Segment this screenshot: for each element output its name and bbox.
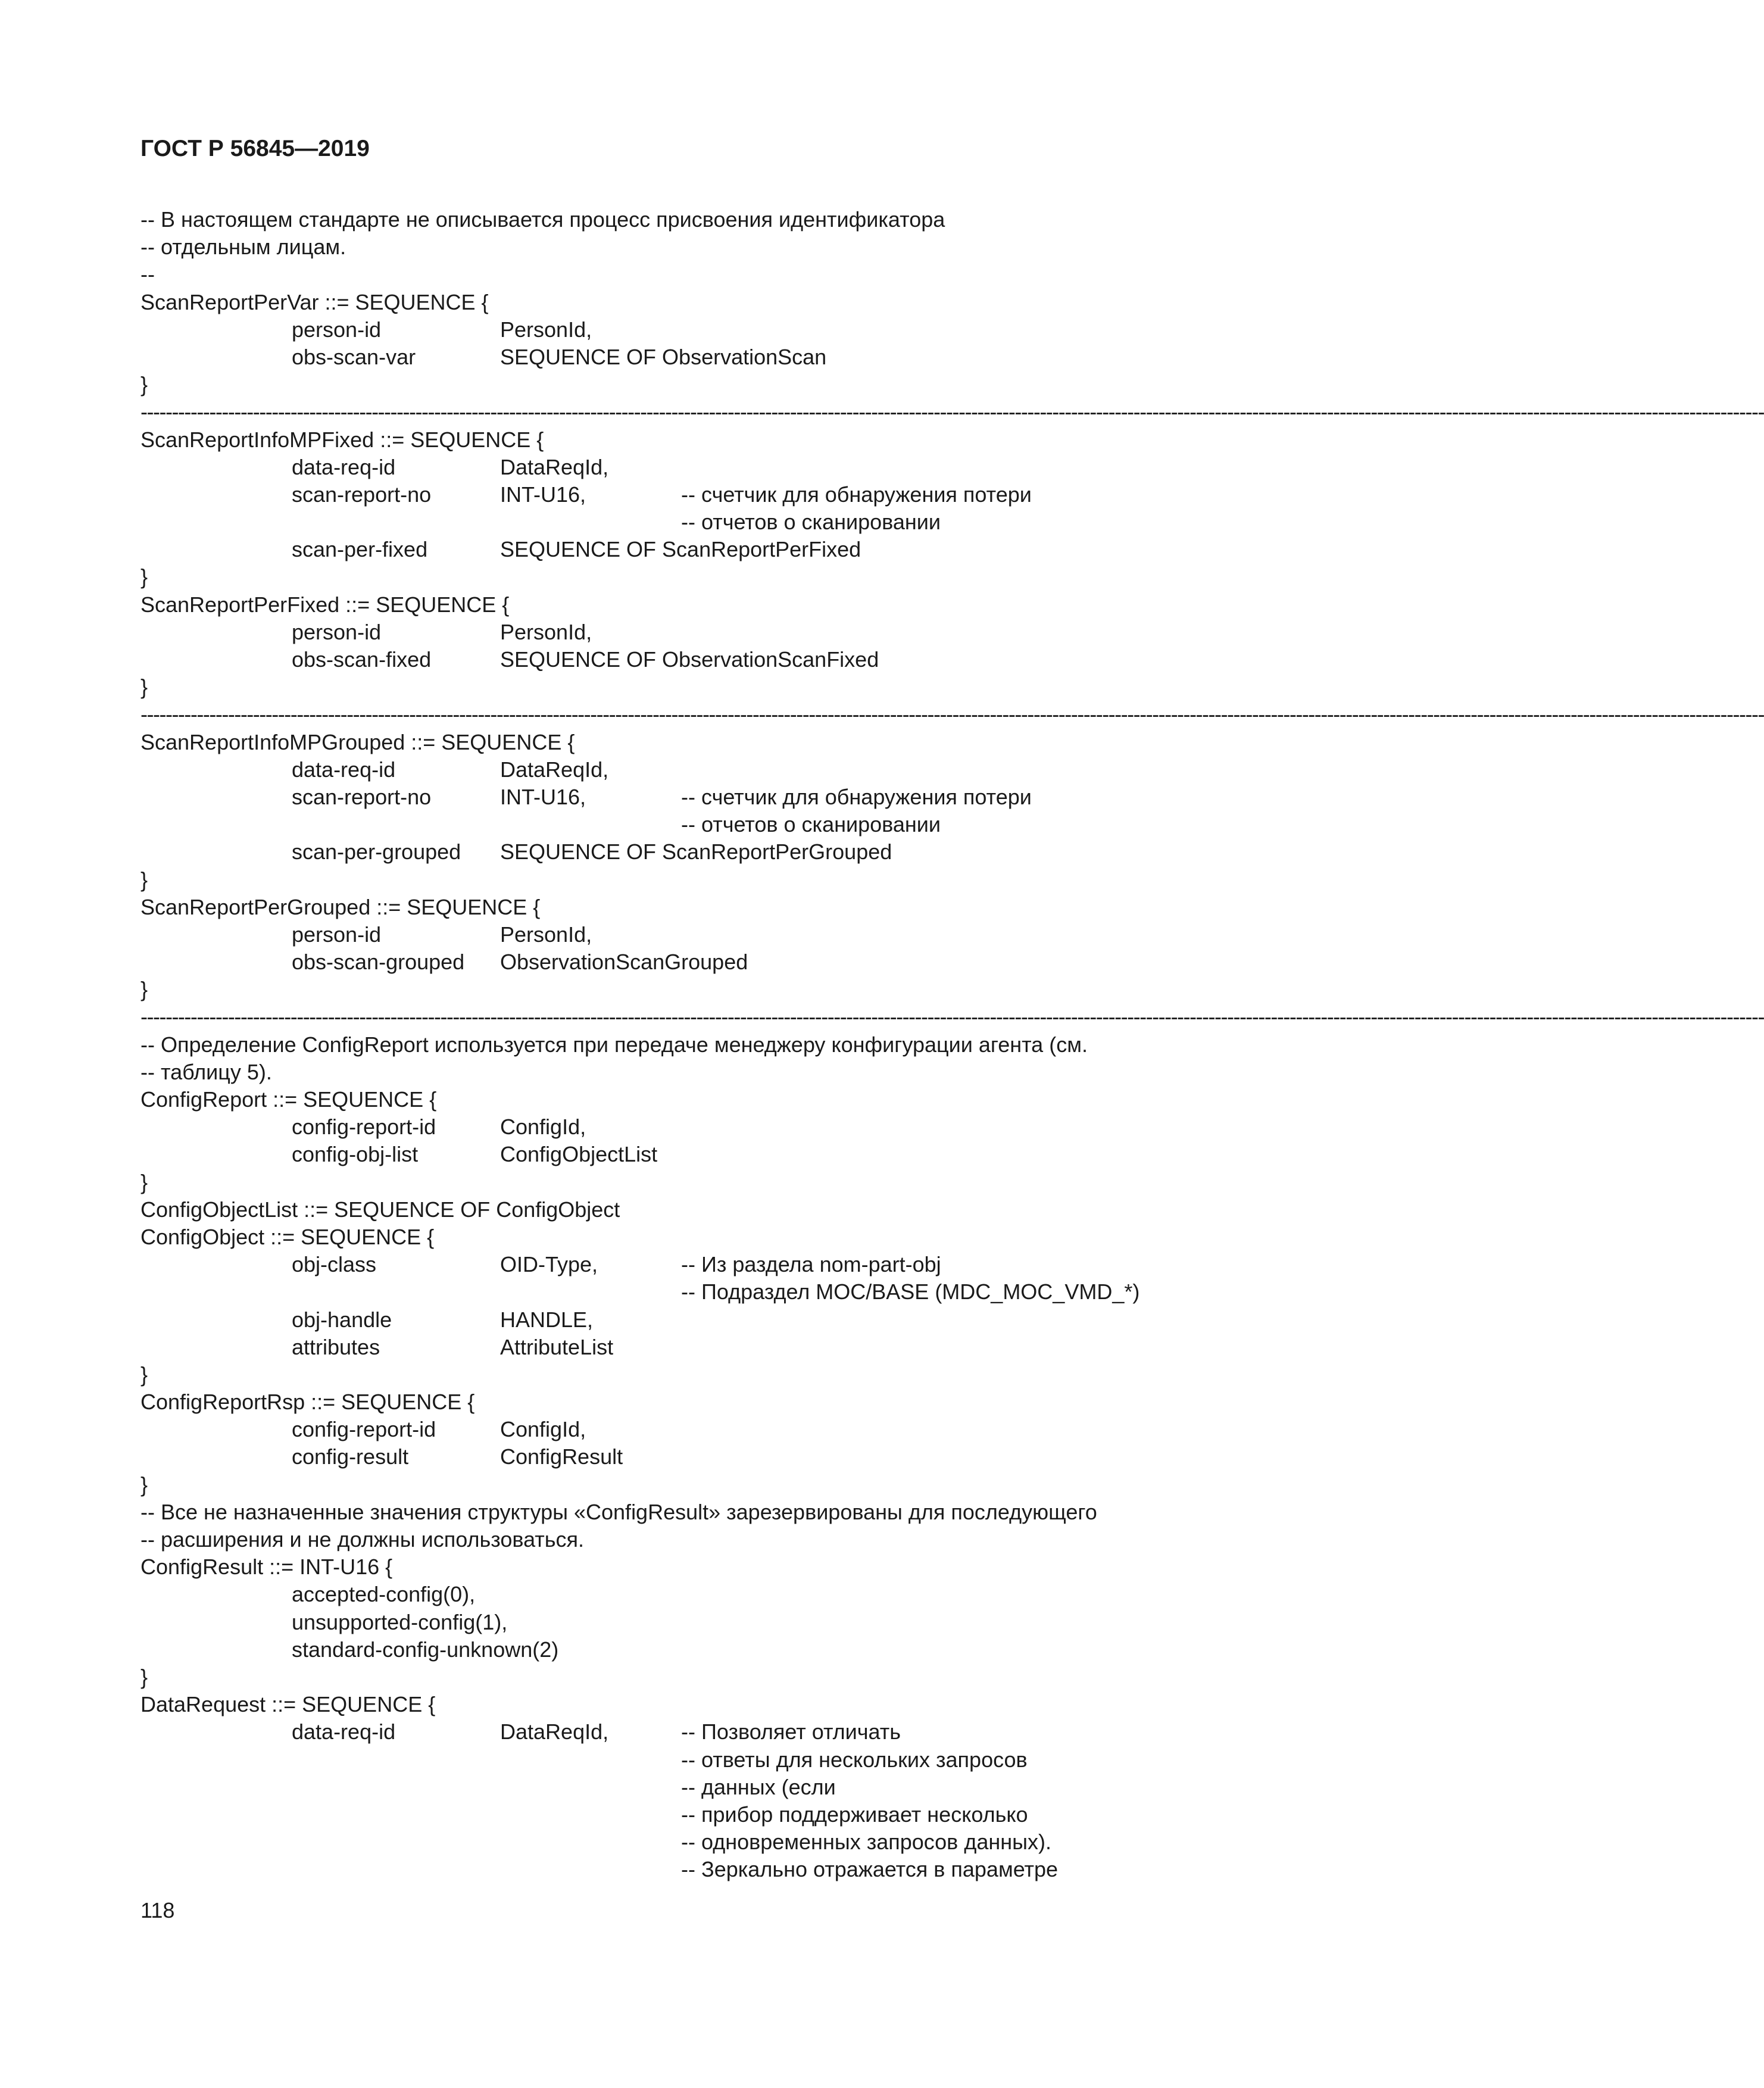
line-c1: obj-class: [292, 1252, 377, 1277]
line-c2: INT-U16,: [500, 482, 586, 507]
line-c0: -- Определение ConfigReport используется при передаче менеджеру конфигурации агента (см.: [141, 1032, 1088, 1057]
code-line: [141, 948, 1340, 976]
line-c1: obs-scan-fixed: [292, 647, 432, 672]
line-c2: INT-U16,: [500, 784, 586, 809]
line-c3: -- прибор поддерживает несколько: [681, 1802, 1028, 1827]
code-line: [141, 1086, 1340, 1113]
line-c0: }: [141, 977, 148, 1002]
line-c2: SEQUENCE OF ObservationScan: [500, 344, 827, 369]
code-line: [141, 1031, 1340, 1059]
code-line: [141, 536, 1340, 563]
line-c0: ConfigReport ::= SEQUENCE {: [141, 1087, 437, 1112]
line-c3: -- Из раздела nom-part-obj: [681, 1252, 941, 1277]
line-c0: ConfigObject ::= SEQUENCE {: [141, 1224, 435, 1249]
line-c2: ConfigId,: [500, 1115, 586, 1140]
line-c3: -- данных (если: [681, 1774, 836, 1799]
code-line: [141, 1856, 1340, 1883]
code-line: [141, 233, 1340, 261]
line-c0: ScanReportPerGrouped ::= SEQUENCE {: [141, 894, 541, 919]
line-c3: -- отчетов о сканировании: [681, 510, 941, 535]
code-line: [141, 1774, 1340, 1801]
code-line: [141, 1828, 1340, 1856]
line-c0: ScanReportPerFixed ::= SEQUENCE {: [141, 592, 510, 617]
line-c2: OID-Type,: [500, 1252, 598, 1277]
code-line: [141, 1526, 1340, 1553]
separator-line: [141, 398, 1764, 426]
line-c2: DataReqId,: [500, 1719, 609, 1744]
line-c1: standard-config-unknown(2): [292, 1637, 559, 1662]
line-c3: -- Зеркально отражается в параметре: [681, 1857, 1059, 1882]
code-line: [141, 481, 1340, 508]
code-line: [141, 1636, 1340, 1663]
separator-line: [141, 701, 1764, 728]
line-c0: -- отдельным лицам.: [141, 235, 346, 260]
code-line: [141, 289, 1340, 316]
line-c1: data-req-id: [292, 454, 396, 479]
code-line: [141, 1251, 1340, 1278]
line-c0: ScanReportInfoMPFixed ::= SEQUENCE {: [141, 427, 544, 452]
code-line: [141, 673, 1340, 701]
line-c0: }: [141, 1362, 148, 1387]
line-c2: PersonId,: [500, 317, 592, 342]
line-c1: scan-per-grouped: [292, 839, 461, 864]
code-line: [141, 1416, 1340, 1443]
line-c1: config-obj-list: [292, 1142, 419, 1167]
line-c2: ObservationScanGrouped: [500, 950, 748, 975]
line-c0: }: [141, 372, 148, 397]
code-line: [141, 976, 1340, 1003]
line-c2: DataReqId,: [500, 757, 609, 782]
line-c2: AttributeList: [500, 1334, 614, 1359]
line-c0: --: [141, 262, 155, 287]
code-line: [141, 1306, 1340, 1334]
line-c1: scan-per-fixed: [292, 537, 428, 562]
code-line: [141, 1663, 1340, 1691]
line-c1: person-id: [292, 317, 382, 342]
line-c0: }: [141, 675, 148, 700]
line-c1: config-result: [292, 1444, 409, 1469]
code-line: [141, 1278, 1340, 1306]
line-c1: scan-report-no: [292, 784, 432, 809]
line-c3: -- Подраздел MOC/BASE (MDC_MOC_VMD_*): [681, 1279, 1140, 1304]
line-c3: -- Позволяет отличать: [681, 1719, 901, 1744]
line-c0: -- расширения и не должны использоваться.: [141, 1527, 585, 1552]
code-line: [141, 756, 1340, 784]
separator-dashes: --------------------------------------------------------------------------------------------------------------------------------------------------------------------------------------------------------------------------------------------------------------------: [141, 400, 1764, 425]
code-line: [141, 619, 1340, 646]
page-number: 118: [141, 1898, 175, 1922]
code-line: [141, 921, 1340, 948]
code-line: [141, 1334, 1340, 1361]
code-line: [141, 206, 1340, 233]
line-c1: person-id: [292, 922, 382, 947]
line-c1: obs-scan-var: [292, 344, 416, 369]
code-line: [141, 729, 1340, 756]
code-line: [141, 1224, 1340, 1251]
line-c2: HANDLE,: [500, 1307, 594, 1332]
line-c1: obj-handle: [292, 1307, 392, 1332]
code-line: [141, 1609, 1340, 1636]
line-c2: PersonId,: [500, 922, 592, 947]
line-c0: ScanReportInfoMPGrouped ::= SEQUENCE {: [141, 729, 575, 754]
code-line: [141, 261, 1340, 288]
line-c2: SEQUENCE OF ScanReportPerFixed: [500, 537, 861, 562]
code-line: [141, 1361, 1340, 1388]
code-line: [141, 1471, 1340, 1499]
line-c1: unsupported-config(1),: [292, 1609, 508, 1634]
line-c3: -- отчетов о сканировании: [681, 812, 941, 837]
code-line: [141, 1746, 1340, 1774]
line-c1: config-report-id: [292, 1417, 436, 1442]
line-c0: -- Все не назначенные значения структуры «ConfigResult» зарезервированы для последующего: [141, 1499, 1097, 1524]
code-line: [141, 1059, 1340, 1086]
code-line: [141, 1169, 1340, 1196]
code-line: [141, 344, 1340, 371]
code-line: [141, 838, 1340, 866]
code-line: [141, 894, 1340, 921]
document-header: ГОСТ Р 56845—2019: [141, 136, 370, 161]
line-c3: -- счетчик для обнаружения потери: [681, 784, 1032, 809]
line-c1: scan-report-no: [292, 482, 432, 507]
line-c0: }: [141, 1472, 148, 1497]
line-c0: ConfigObjectList ::= SEQUENCE OF ConfigObject: [141, 1197, 620, 1222]
line-c0: }: [141, 867, 148, 892]
line-c0: }: [141, 1664, 148, 1689]
line-c1: obs-scan-grouped: [292, 950, 465, 975]
line-c3: -- одновременных запросов данных).: [681, 1830, 1051, 1855]
code-line: [141, 508, 1340, 536]
line-c2: ConfigObjectList: [500, 1142, 658, 1167]
line-c0: ScanReportPerVar ::= SEQUENCE {: [141, 289, 489, 314]
code-line: [141, 1196, 1340, 1224]
code-line: [141, 1691, 1340, 1718]
line-c2: ConfigId,: [500, 1417, 586, 1442]
line-c0: -- таблицу 5).: [141, 1059, 272, 1084]
code-line: [141, 591, 1340, 619]
asn1-listing: [141, 206, 1764, 1883]
line-c0: -- В настоящем стандарте не описывается процесс присвоения идентификатора: [141, 207, 945, 232]
code-line: [141, 426, 1340, 454]
code-line: [141, 563, 1340, 591]
code-line: [141, 1718, 1340, 1746]
line-c3: -- ответы для нескольких запросов: [681, 1747, 1028, 1772]
code-line: [141, 1113, 1340, 1141]
line-c1: config-report-id: [292, 1115, 436, 1140]
code-line: [141, 646, 1340, 673]
code-line: [141, 316, 1340, 344]
code-line: [141, 1581, 1340, 1608]
line-c0: ConfigResult ::= INT-U16 {: [141, 1555, 393, 1580]
code-line: [141, 1141, 1340, 1168]
code-line: [141, 1388, 1340, 1416]
code-line: [141, 811, 1340, 838]
line-c2: PersonId,: [500, 619, 592, 644]
line-c2: DataReqId,: [500, 454, 609, 479]
line-c1: accepted-config(0),: [292, 1582, 476, 1607]
line-c0: }: [141, 1169, 148, 1194]
line-c0: ConfigReportRsp ::= SEQUENCE {: [141, 1390, 475, 1415]
line-c0: DataRequest ::= SEQUENCE {: [141, 1692, 436, 1717]
code-line: [141, 866, 1340, 894]
line-c2: ConfigResult: [500, 1444, 623, 1469]
separator-line: [141, 1003, 1764, 1031]
code-line: [141, 371, 1340, 398]
code-line: [141, 1801, 1340, 1828]
code-line: [141, 784, 1340, 811]
line-c1: data-req-id: [292, 757, 396, 782]
line-c2: SEQUENCE OF ScanReportPerGrouped: [500, 839, 892, 864]
code-line: [141, 1443, 1340, 1471]
line-c1: attributes: [292, 1334, 380, 1359]
separator-dashes: --------------------------------------------------------------------------------------------------------------------------------------------------------------------------------------------------------------------------------------------------------------------: [141, 1004, 1764, 1029]
code-line: [141, 454, 1340, 481]
line-c1: person-id: [292, 619, 382, 644]
line-c2: SEQUENCE OF ObservationScanFixed: [500, 647, 879, 672]
line-c1: data-req-id: [292, 1719, 396, 1744]
code-line: [141, 1499, 1340, 1526]
separator-dashes: --------------------------------------------------------------------------------------------------------------------------------------------------------------------------------------------------------------------------------------------------------------------: [141, 702, 1764, 727]
code-line: [141, 1553, 1340, 1581]
line-c3: -- счетчик для обнаружения потери: [681, 482, 1032, 507]
line-c0: }: [141, 564, 148, 589]
